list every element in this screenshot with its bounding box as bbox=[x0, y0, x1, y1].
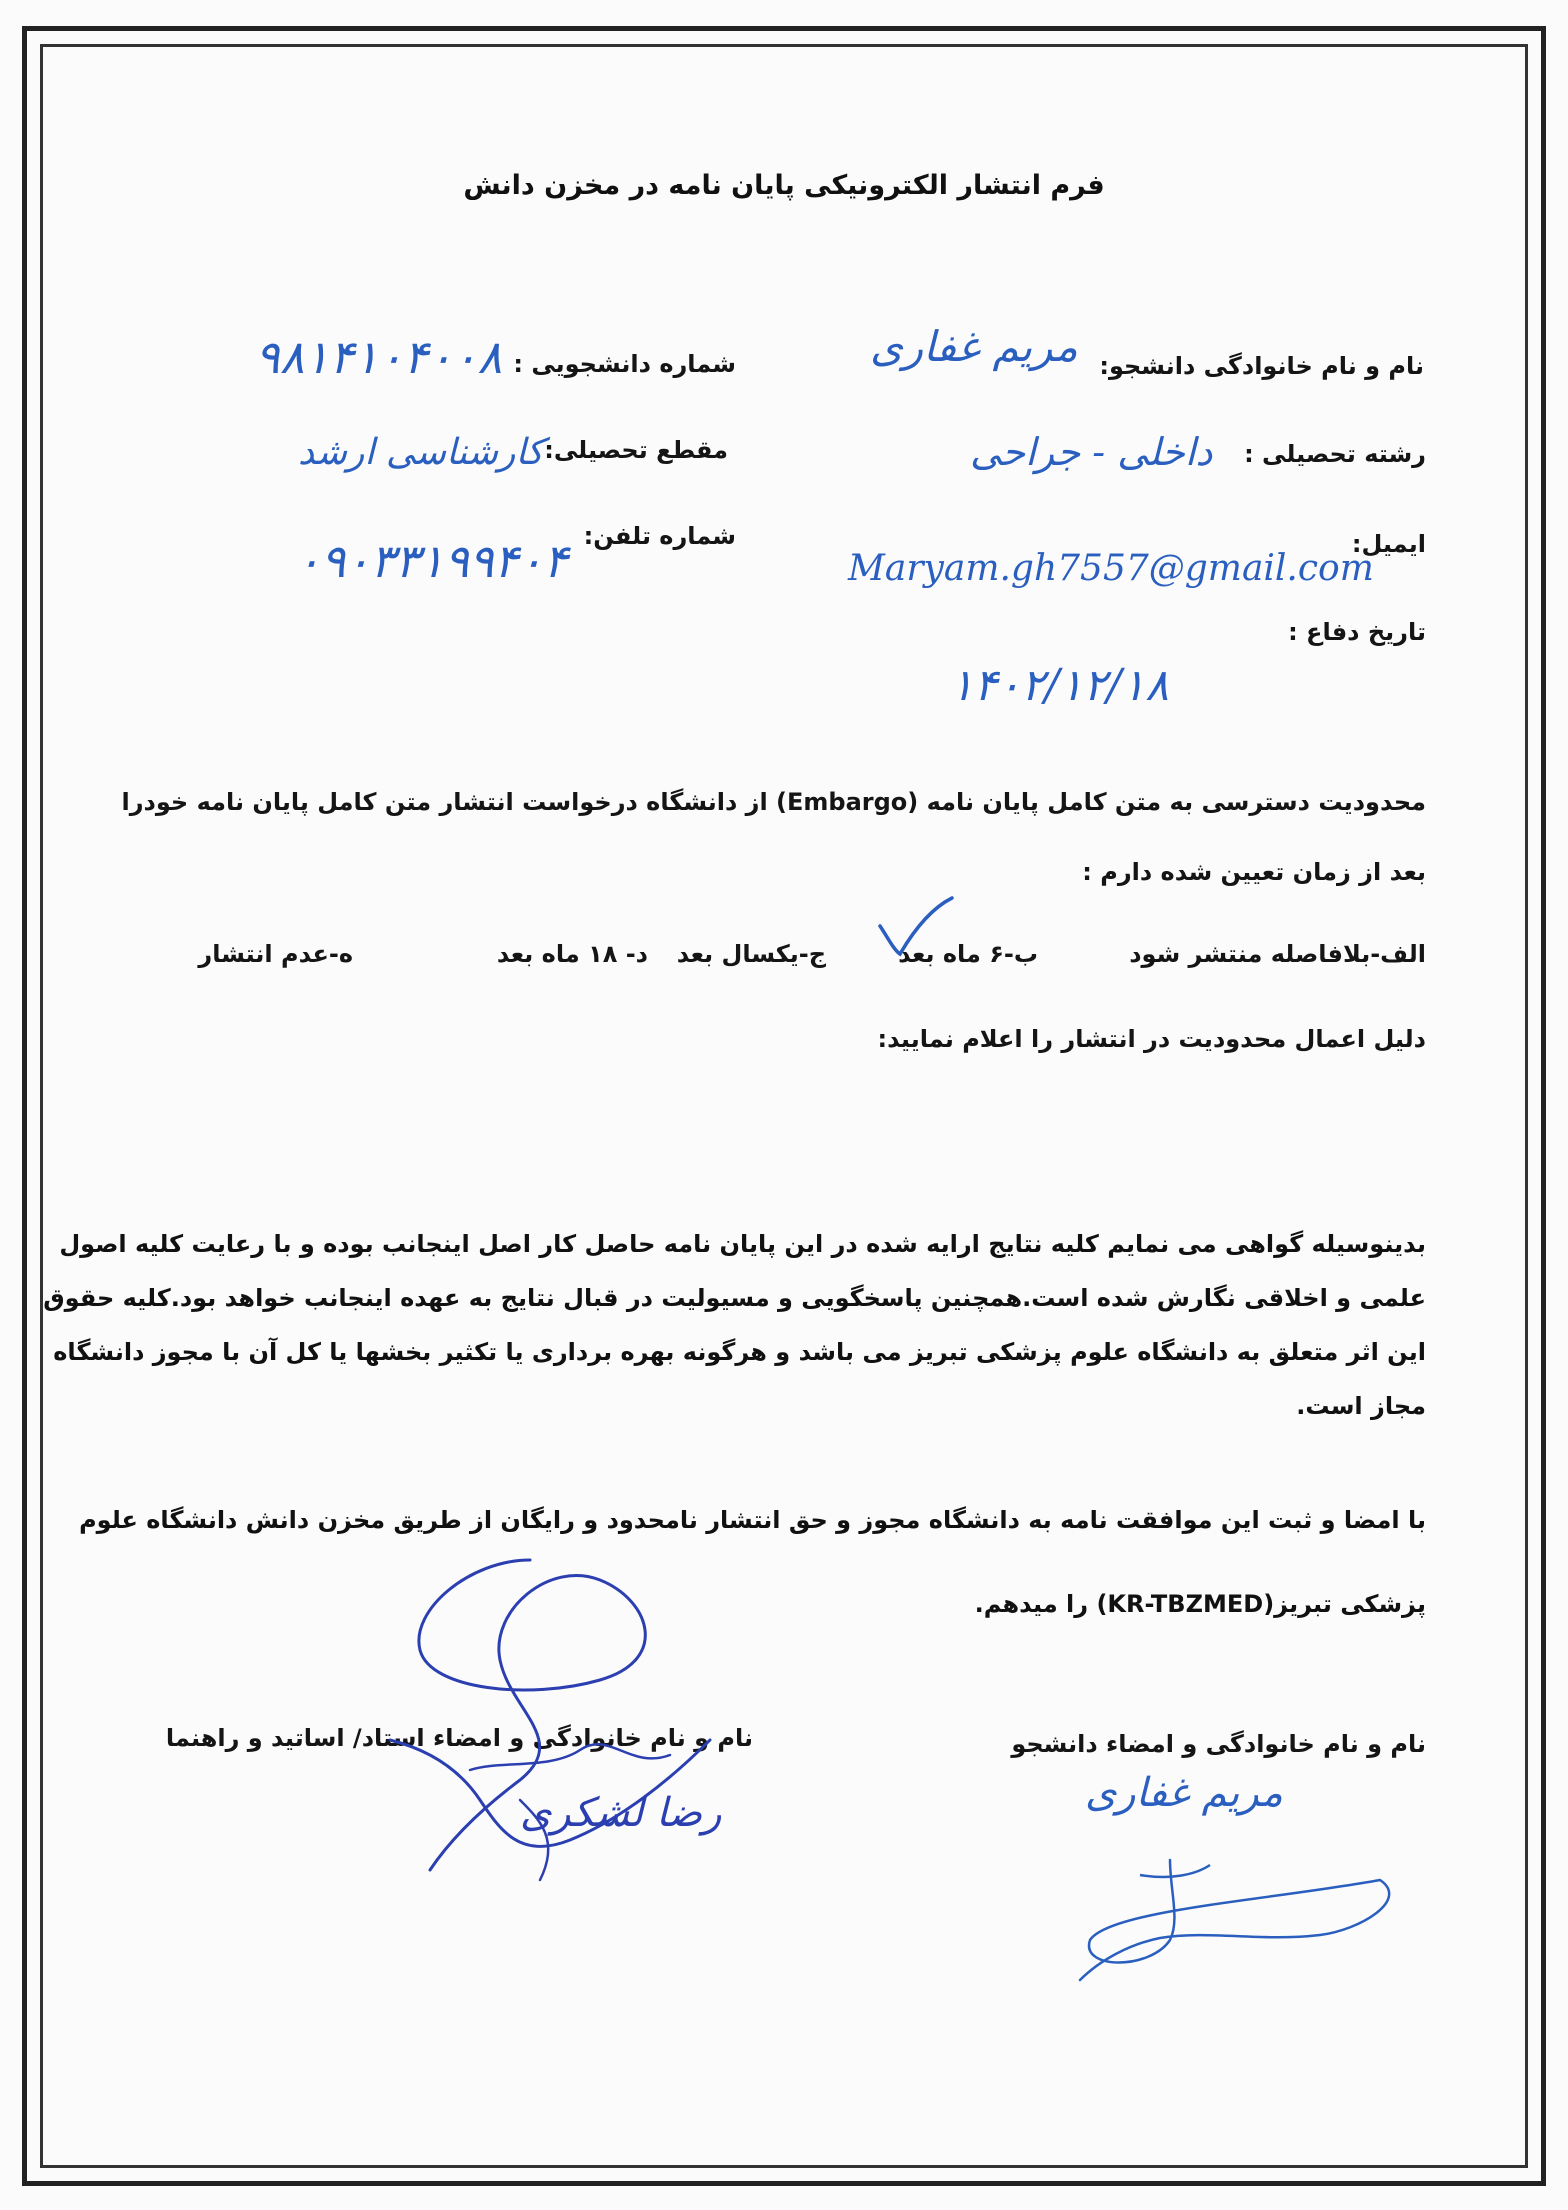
form-title: فرم انتشار الکترونیکی پایان نامه در مخزن دانش bbox=[463, 170, 1105, 201]
supervisor-signature-icon bbox=[370, 1540, 790, 1940]
defense-date-label: تاریخ دفاع : bbox=[1288, 618, 1426, 646]
email-label: ایمیل: bbox=[1351, 530, 1426, 558]
phone-handwritten: ۰۹۰۳۳۱۹۹۴۰۴ bbox=[296, 534, 568, 588]
supervisor-signature-label: نام و نام خانوادگی و امضاء استاد/ اساتید و راهنما bbox=[165, 1724, 753, 1752]
student-name-handwritten: مریم غفاری bbox=[870, 322, 1078, 371]
declaration-line: این اثر متعلق به دانشگاه علوم پزشکی تبریز می باشد و هرگونه بهره برداری یا تکثیر بخشها یا کل آن با مجوز دانشگاه bbox=[53, 1338, 1426, 1366]
embargo-reason-label: دلیل اعمال محدودیت در انتشار را اعلام نمایید: bbox=[877, 1025, 1426, 1053]
phone-label: شماره تلفن: bbox=[583, 522, 736, 550]
email-handwritten: Maryam.gh7557@gmail.com bbox=[848, 548, 1374, 589]
license-line: پزشکی تبریز(KR-TBZMED) را میدهم. bbox=[974, 1590, 1426, 1618]
student-signature-label: نام و نام خانوادگی و امضاء دانشجو bbox=[1011, 1730, 1426, 1758]
checkmark-icon bbox=[870, 892, 960, 962]
embargo-text-line1: محدودیت دسترسی به متن کامل پایان نامه (Embargo) از دانشگاه درخواست انتشار متن کامل پایان نامه خودرا bbox=[121, 788, 1426, 816]
major-handwritten: داخلی - جراحی bbox=[970, 430, 1213, 474]
option-six-months: ب-۶ ماه بعد bbox=[898, 940, 1038, 968]
declaration-line: بدینوسیله گواهی می نمایم کلیه نتایج ارایه شده در این پایان نامه حاصل کار اصل اینجانب بوده و با رعایت کلیه اصول bbox=[59, 1230, 1426, 1258]
option-one-year: ج-یکسال بعد bbox=[676, 940, 826, 968]
student-name-label: نام و نام خانوادگی دانشجو: bbox=[1099, 352, 1424, 380]
declaration-paragraph bbox=[43, 1230, 1426, 1448]
major-label: رشته تحصیلی : bbox=[1244, 440, 1426, 468]
supervisor-signature-name: رضا لشکری bbox=[520, 1790, 722, 1836]
option-no-publish: ه-عدم انتشار bbox=[198, 940, 353, 968]
student-number-handwritten: ۹۸۱۴۱۰۴۰۰۸ bbox=[255, 330, 503, 384]
degree-handwritten: کارشناسی ارشد bbox=[298, 432, 544, 473]
license-line: با امضا و ثبت این موافقت نامه به دانشگاه مجوز و حق انتشار نامحدود و رایگان از طریق مخزن دانش دانشگاه علوم bbox=[79, 1506, 1426, 1534]
option-immediate: الف-بلافاصله منتشر شود bbox=[1129, 940, 1426, 968]
option-eighteen-months: د- ۱۸ ماه بعد bbox=[496, 940, 648, 968]
declaration-line: علمی و اخلاقی نگارش شده است.همچنین پاسخگویی و مسیولیت در قبال نتایج به عهده اینجانب خواهد بود.کلیه حقوق bbox=[43, 1284, 1426, 1312]
student-signature-icon bbox=[1020, 1820, 1420, 2000]
embargo-text-line2: بعد از زمان تعیین شده دارم : bbox=[1082, 858, 1426, 886]
student-signature-name: مریم غفاری bbox=[1085, 1770, 1283, 1816]
declaration-line: مجاز است. bbox=[1296, 1392, 1426, 1420]
degree-label: مقطع تحصیلی: bbox=[544, 436, 728, 464]
defense-date-handwritten: ۱۴۰۲/۱۲/۱۸ bbox=[950, 660, 1169, 711]
student-number-label: شماره دانشجویی : bbox=[513, 350, 736, 378]
